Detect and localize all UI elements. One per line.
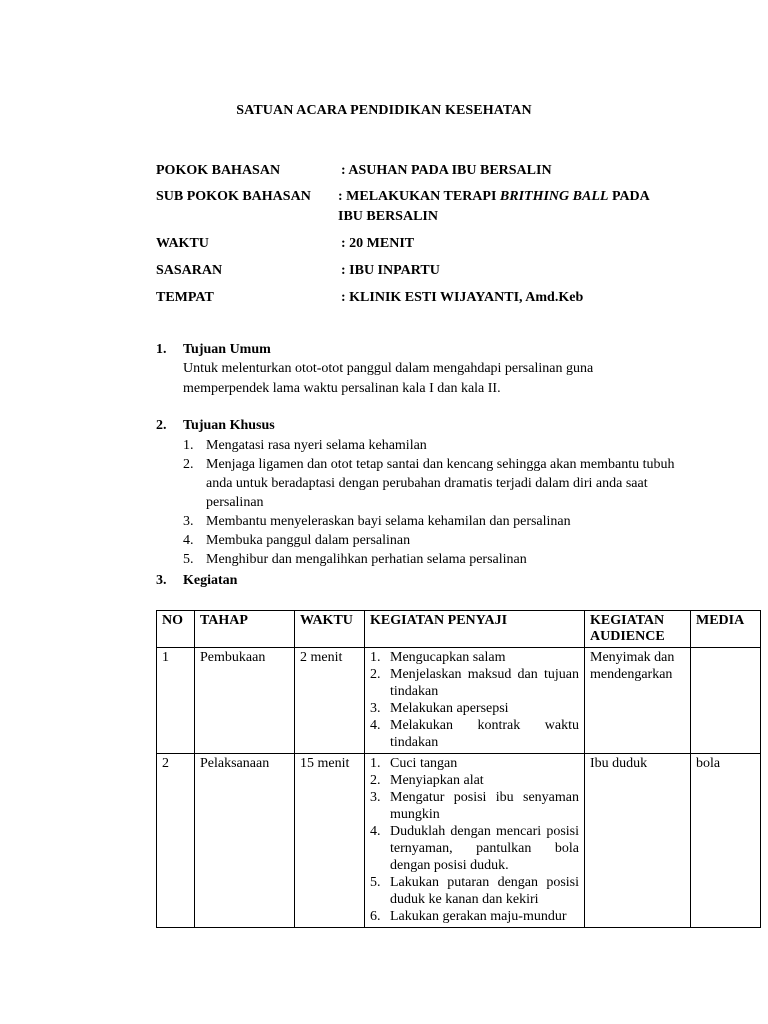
section-1-number: 1.	[156, 342, 167, 357]
step-item: 4. Melakukan kontrak waktu tindakan	[370, 718, 579, 750]
cell-tahap: Pelaksanaan	[195, 754, 295, 928]
pokok-bahasan-value: : ASUHAN PADA IBU BERSALIN	[341, 163, 552, 178]
sub-pokok-bahasan-value: : MELAKUKAN TERAPI BRITHING BALL PADA	[338, 189, 650, 204]
list-item: 2. Menjaga ligamen dan otot tetap santai dan kencang sehingga akan membantu tubuh anda untuk beradaptasi dengan perubahan dramatis terjadi dalam diri anda saat persalinan	[183, 457, 675, 510]
header-tahap: TAHAP	[195, 611, 295, 648]
sub-pokok-bahasan-label: SUB POKOK BAHASAN	[156, 189, 311, 204]
step-item: 2. Menyiapkan alat	[370, 773, 484, 788]
pokok-bahasan-label: POKOK BAHASAN	[156, 163, 281, 178]
sasaran-value: : IBU INPARTU	[341, 263, 440, 278]
cell-waktu: 2 menit	[295, 648, 365, 754]
header-kegiatan-audience: KEGIATAN AUDIENCE	[585, 611, 691, 648]
cell-kegiatan-penyaji	[365, 648, 585, 754]
table-row	[157, 648, 761, 754]
step-item: 6. Lakukan gerakan maju-mundur	[370, 909, 567, 924]
cell-kegiatan-audience: Menyimak dan mendengarkan	[585, 648, 691, 754]
tempat-label: TEMPAT	[156, 290, 214, 305]
tempat-value: : KLINIK ESTI WIJAYANTI, Amd.Keb	[341, 290, 584, 305]
cell-tahap: Pembukaan	[195, 648, 295, 754]
cell-media: bola	[691, 754, 761, 928]
step-list	[370, 755, 579, 925]
sasaran-label: SASARAN	[156, 263, 223, 278]
list-item: 5. Menghibur dan mengalihkan perhatian selama persalinan	[183, 552, 527, 567]
cell-waktu: 15 menit	[295, 754, 365, 928]
header-no: NO	[157, 611, 195, 648]
kegiatan-table	[156, 610, 761, 928]
table-header-row	[157, 611, 761, 648]
step-item: 3. Melakukan apersepsi	[370, 701, 509, 716]
section-1-body: Untuk melenturkan otot-otot panggul dalam mengahdapi persalinan guna memperpendek lama waktu persalinan kala I dan kala II.	[183, 361, 594, 396]
cell-kegiatan-penyaji	[365, 754, 585, 928]
step-item: 4. Duduklah dengan mencari posisi ternyaman, pantulkan bola dengan posisi duduk.	[370, 824, 579, 873]
list-item: 1. Mengatasi rasa nyeri selama kehamilan	[183, 438, 427, 453]
sub-pokok-bahasan-value-line2: IBU BERSALIN	[338, 209, 438, 224]
tujuan-khusus-list	[183, 436, 683, 569]
step-item: 3. Mengatur posisi ibu senyaman mungkin	[370, 790, 579, 822]
step-item: 1. Mengucapkan salam	[370, 650, 506, 665]
step-item: 1. Cuci tangan	[370, 756, 458, 771]
step-list	[370, 649, 579, 751]
brithing-ball-term: BRITHING BALL	[499, 189, 609, 204]
step-item: 5. Lakukan putaran dengan posisi duduk ke kanan dan kekiri	[370, 875, 579, 907]
header-kegiatan-penyaji: KEGIATAN PENYAJI	[365, 611, 585, 648]
cell-no: 1	[157, 648, 195, 754]
header-waktu: WAKTU	[295, 611, 365, 648]
header-media: MEDIA	[691, 611, 761, 648]
cell-kegiatan-audience: Ibu duduk	[585, 754, 691, 928]
table-row	[157, 754, 761, 928]
cell-media	[691, 648, 761, 754]
section-2-number: 2.	[156, 418, 167, 433]
list-item: 3. Membantu menyeleraskan bayi selama kehamilan dan persalinan	[183, 514, 571, 529]
list-item: 4. Membuka panggul dalam persalinan	[183, 533, 411, 548]
waktu-value: : 20 MENIT	[341, 236, 415, 251]
section-3-number: 3.	[156, 573, 167, 588]
cell-no: 2	[157, 754, 195, 928]
section-1-heading: Tujuan Umum	[183, 342, 271, 357]
document-title: SATUAN ACARA PENDIDIKAN KESEHATAN	[236, 103, 532, 118]
section-3-heading: Kegiatan	[183, 573, 238, 588]
step-item: 2. Menjelaskan maksud dan tujuan tindakan	[370, 667, 579, 699]
section-2-heading: Tujuan Khusus	[183, 418, 275, 433]
waktu-label: WAKTU	[156, 236, 209, 251]
